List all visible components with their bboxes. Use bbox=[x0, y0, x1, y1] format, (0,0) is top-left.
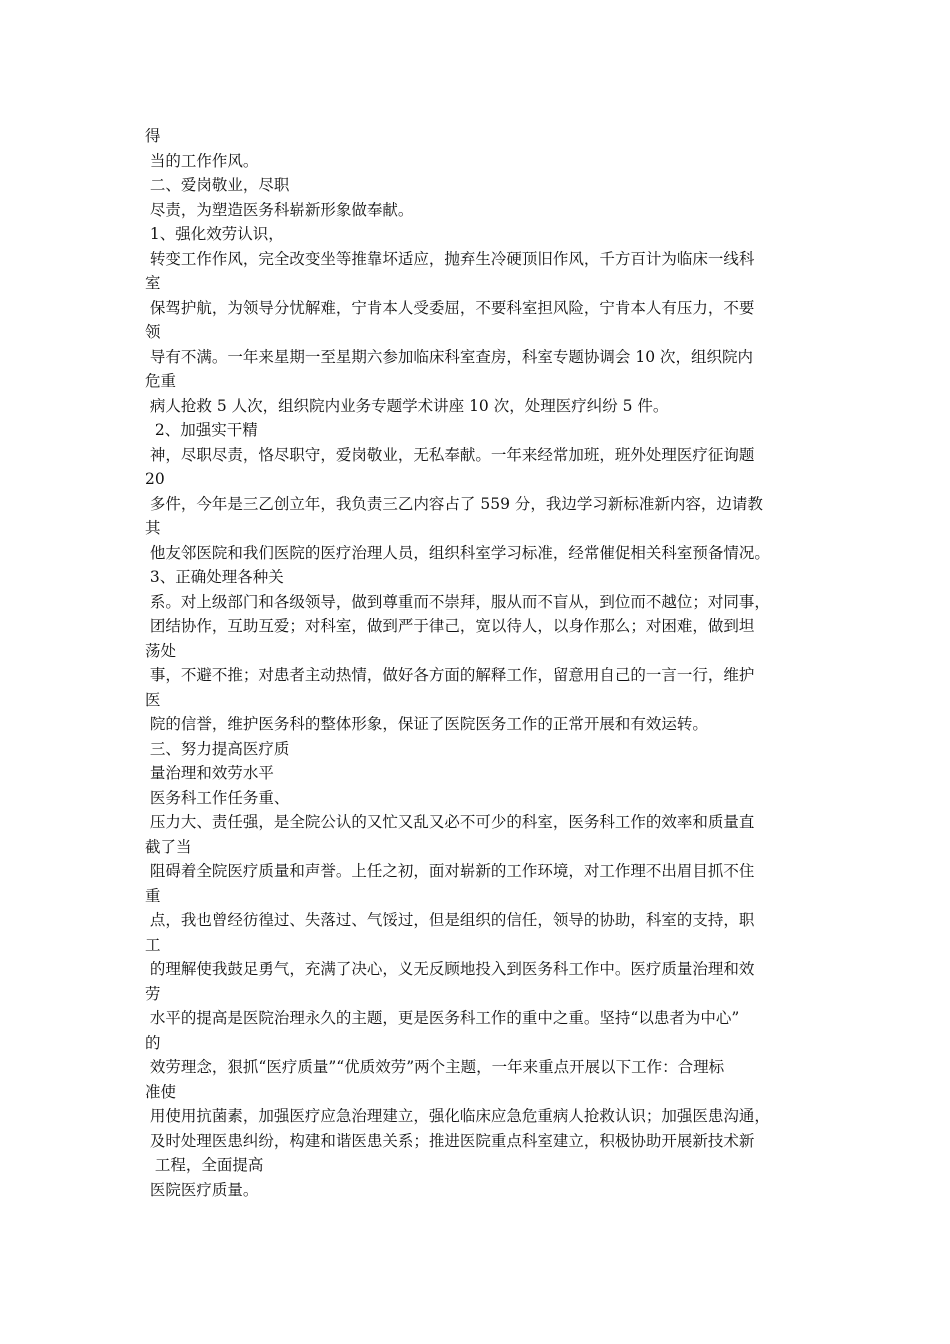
text-line: 他友邻医院和我们医院的医疗治理人员，组织科室学习标准，经常催促相关科室预备情况。 bbox=[145, 543, 770, 562]
text-line: 荡处 bbox=[145, 641, 177, 660]
text-line: 工程，全面提高 bbox=[145, 1156, 264, 1174]
subsection-heading: 3、正确处理各种关 bbox=[145, 568, 284, 586]
text-line: 危重 bbox=[145, 372, 177, 390]
text-line: 截了当 bbox=[145, 837, 192, 856]
text-line: 事，不避不推；对患者主动热情，做好各方面的解释工作，留意用自己的一言一行，维护 bbox=[145, 666, 755, 684]
text-line: 室 bbox=[145, 274, 161, 292]
text-line: 当的工作作风。 bbox=[145, 151, 259, 170]
text-line: 劳 bbox=[145, 984, 161, 1003]
text-line: 病人抢救 5 人次，组织院内业务专题学术讲座 10 次，处理医疗纠纷 5 件。 bbox=[145, 396, 669, 415]
text-line: 及时处理医患纠纷，构建和谐医患关系；推进医院重点科室建立，积极协助开展新技术新 bbox=[145, 1131, 755, 1150]
text-line: 的 bbox=[145, 1033, 161, 1052]
text-line: 团结协作，互助互爱；对科室，做到严于律己，宽以待人，以身作那么；对困难，做到坦 bbox=[145, 617, 755, 635]
text-line: 压力大、责任强，是全院公认的又忙又乱又必不可少的科室，医务科工作的效率和质量直 bbox=[145, 813, 755, 831]
text-line: 导有不满。一年来星期一至星期六参加临床科室查房，科室专题协调会 10 次，组织院内 bbox=[145, 347, 754, 366]
text-line: 20 bbox=[145, 470, 165, 488]
text-line: 点，我也曾经彷徨过、失落过、气馁过，但是组织的信任，领导的协助，科室的支持，职 bbox=[145, 911, 755, 929]
subsection-heading: 1、强化效劳认识， bbox=[145, 225, 284, 243]
text-line: 用使用抗菌素，加强医疗应急治理建立，强化临床应急危重病人抢救认识；加强医患沟通， bbox=[145, 1107, 770, 1125]
text-line: 医院医疗质量。 bbox=[145, 1180, 259, 1199]
text-line: 其 bbox=[145, 519, 161, 537]
text-line: 系。对上级部门和各级领导，做到尊重而不崇拜，服从而不盲从，到位而不越位；对同事， bbox=[145, 592, 770, 611]
text-line: 量治理和效劳水平 bbox=[145, 764, 274, 782]
text-line: 院的信誉，维护医务科的整体形象，保证了医院医务工作的正常开展和有效运转。 bbox=[145, 715, 708, 733]
section-heading: 二、爱岗敬业，尽职 bbox=[145, 176, 290, 194]
text-line: 得 bbox=[145, 127, 161, 145]
text-line: 阻碍着全院医疗质量和声誉。上任之初，面对崭新的工作环境，对工作理不出眉目抓不住 bbox=[145, 862, 755, 880]
text-line: 神，尽职尽责，恪尽职守，爱岗敬业，无私奉献。一年来经常加班，班外处理医疗征询题 bbox=[145, 445, 755, 464]
text-line: 工 bbox=[145, 935, 161, 954]
text-line: 领 bbox=[145, 323, 161, 341]
text-line: 的理解使我鼓足勇气，充满了决心，义无反顾地投入到医务科工作中。医疗质量治理和效 bbox=[145, 960, 755, 978]
text-line: 效劳理念，狠抓“医疗质量”“优质效劳”两个主题，一年来重点开展以下工作：合理标 bbox=[145, 1058, 725, 1076]
text-line: 重 bbox=[145, 886, 161, 905]
text-line: 医 bbox=[145, 690, 161, 709]
document-body bbox=[145, 124, 825, 1202]
text-line: 多件，今年是三乙创立年，我负责三乙内容占了 559 分，我边学习新标准新内容，边请教 bbox=[145, 494, 763, 513]
text-line: 转变工作作风，完全改变坐等推靠坏适应，抛弃生冷硬顶旧作风，千方百计为临床一线科 bbox=[145, 249, 755, 268]
subsection-heading: 2、加强实干精 bbox=[145, 421, 258, 439]
section-heading: 三、努力提高医疗质 bbox=[145, 739, 290, 758]
text-line: 保驾护航，为领导分忧解难，宁肯本人受委屈，不要科室担风险，宁肯本人有压力，不要 bbox=[145, 298, 755, 317]
text-line: 水平的提高是医院治理永久的主题，更是医务科工作的重中之重。坚持“以患者为中心” bbox=[145, 1009, 740, 1027]
text-line: 尽责，为塑造医务科崭新形象做奉献。 bbox=[145, 200, 414, 219]
text-line: 医务科工作任务重、 bbox=[145, 788, 290, 807]
text-line: 准使 bbox=[145, 1082, 177, 1101]
